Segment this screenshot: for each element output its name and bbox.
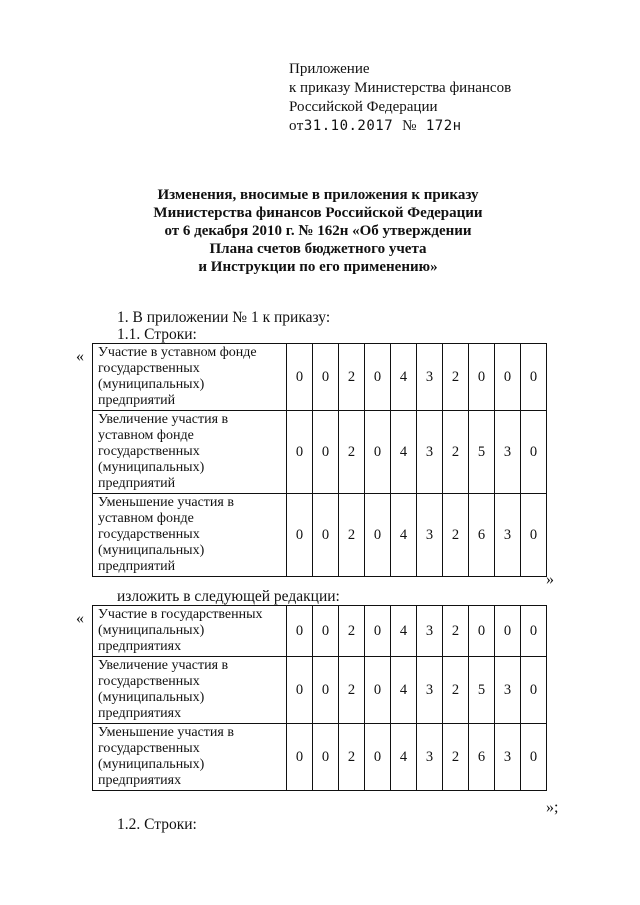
account-code-digit: 4 [391, 657, 417, 724]
account-name-cell: Участие в государственных (муниципальных) предприятиях [93, 606, 287, 657]
table-row [93, 344, 547, 411]
account-code-digit: 0 [313, 494, 339, 577]
account-name-cell: Увеличение участия в государственных (муниципальных) предприятиях [93, 657, 287, 724]
quote-open-2: « [76, 610, 84, 627]
account-code-digit: 4 [391, 344, 417, 411]
table-row [93, 657, 547, 724]
table-row [93, 494, 547, 577]
quote-close-1: » [546, 571, 554, 588]
appendix-line: Приложение [289, 61, 370, 77]
account-code-digit: 3 [495, 494, 521, 577]
account-code-digit: 2 [443, 657, 469, 724]
account-code-digit: 0 [469, 606, 495, 657]
account-code-digit: 0 [313, 657, 339, 724]
account-code-digit: 0 [287, 657, 313, 724]
account-code-digit: 2 [443, 724, 469, 791]
account-code-digit: 0 [521, 724, 547, 791]
account-code-digit: 0 [313, 411, 339, 494]
paragraph-1: 1. В приложении № 1 к приказу: [117, 309, 331, 326]
account-code-digit: 0 [365, 494, 391, 577]
account-code-digit: 6 [469, 494, 495, 577]
paragraph-1-2: 1.2. Строки: [117, 816, 197, 833]
order-number-sign: № [402, 118, 417, 134]
account-code-digit: 0 [365, 606, 391, 657]
account-code-digit: 0 [469, 344, 495, 411]
appendix-block [289, 60, 511, 136]
account-code-digit: 3 [417, 724, 443, 791]
account-code-digit: 2 [443, 606, 469, 657]
account-code-digit: 4 [391, 494, 417, 577]
account-code-digit: 5 [469, 411, 495, 494]
account-code-digit: 4 [391, 606, 417, 657]
account-code-digit: 3 [417, 606, 443, 657]
account-code-digit: 0 [287, 494, 313, 577]
account-code-digit: 2 [443, 411, 469, 494]
account-code-digit: 0 [521, 344, 547, 411]
account-code-digit: 2 [443, 344, 469, 411]
account-code-digit: 2 [339, 657, 365, 724]
account-code-digit: 3 [417, 411, 443, 494]
quote-close-2: »; [546, 799, 559, 816]
account-code-digit: 3 [417, 657, 443, 724]
account-code-digit: 0 [313, 724, 339, 791]
order-number: 172н [425, 118, 462, 134]
title-line: от 6 декабря 2010 г. № 162н «Об утверждении [164, 223, 472, 239]
account-name-cell: Участие в уставном фонде государственных (муниципальных) предприятий [93, 344, 287, 411]
account-code-digit: 3 [495, 411, 521, 494]
account-code-digit: 0 [313, 344, 339, 411]
title-line: Министерства финансов Российской Федерации [153, 205, 483, 221]
account-code-digit: 0 [495, 344, 521, 411]
account-code-digit: 4 [391, 411, 417, 494]
account-code-digit: 6 [469, 724, 495, 791]
accounts-table-new [92, 605, 547, 791]
order-prefix: от [289, 118, 304, 134]
account-name-cell: Уменьшение участия в государственных (муниципальных) предприятиях [93, 724, 287, 791]
account-code-digit: 2 [339, 494, 365, 577]
account-code-digit: 3 [495, 657, 521, 724]
new-wording-statement: изложить в следующей редакции: [117, 588, 340, 605]
account-code-digit: 3 [495, 724, 521, 791]
account-code-digit: 0 [287, 411, 313, 494]
appendix-line: Российской Федерации [289, 99, 438, 115]
order-date: 31.10.2017 [303, 118, 394, 134]
account-code-digit: 0 [521, 657, 547, 724]
account-code-digit: 2 [443, 494, 469, 577]
appendix-line: к приказу Министерства финансов [289, 80, 512, 96]
account-name-cell: Увеличение участия в уставном фонде государственных (муниципальных) предприятий [93, 411, 287, 494]
title-line: и Инструкции по его применению» [198, 259, 438, 275]
account-code-digit: 0 [495, 606, 521, 657]
table-row [93, 724, 547, 791]
table-row [93, 411, 547, 494]
account-code-digit: 0 [521, 494, 547, 577]
account-code-digit: 2 [339, 411, 365, 494]
account-name-cell: Уменьшение участия в уставном фонде государственных (муниципальных) предприятий [93, 494, 287, 577]
account-code-digit: 0 [365, 411, 391, 494]
table-row [93, 606, 547, 657]
account-code-digit: 0 [365, 724, 391, 791]
document-title [118, 186, 518, 276]
account-code-digit: 3 [417, 494, 443, 577]
account-code-digit: 0 [521, 606, 547, 657]
account-code-digit: 3 [417, 344, 443, 411]
title-line: Плана счетов бюджетного учета [209, 241, 427, 257]
account-code-digit: 0 [313, 606, 339, 657]
account-code-digit: 0 [287, 606, 313, 657]
account-code-digit: 2 [339, 344, 365, 411]
order-date-line [289, 117, 511, 136]
paragraph-1-1: 1.1. Строки: [117, 326, 197, 343]
account-code-digit: 2 [339, 606, 365, 657]
account-code-digit: 2 [339, 724, 365, 791]
account-code-digit: 0 [287, 344, 313, 411]
title-line: Изменения, вносимые в приложения к приказу [157, 187, 479, 203]
account-code-digit: 0 [521, 411, 547, 494]
account-code-digit: 5 [469, 657, 495, 724]
account-code-digit: 4 [391, 724, 417, 791]
quote-open-1: « [76, 348, 84, 365]
account-code-digit: 0 [287, 724, 313, 791]
account-code-digit: 0 [365, 657, 391, 724]
account-code-digit: 0 [365, 344, 391, 411]
accounts-table-old [92, 343, 547, 577]
